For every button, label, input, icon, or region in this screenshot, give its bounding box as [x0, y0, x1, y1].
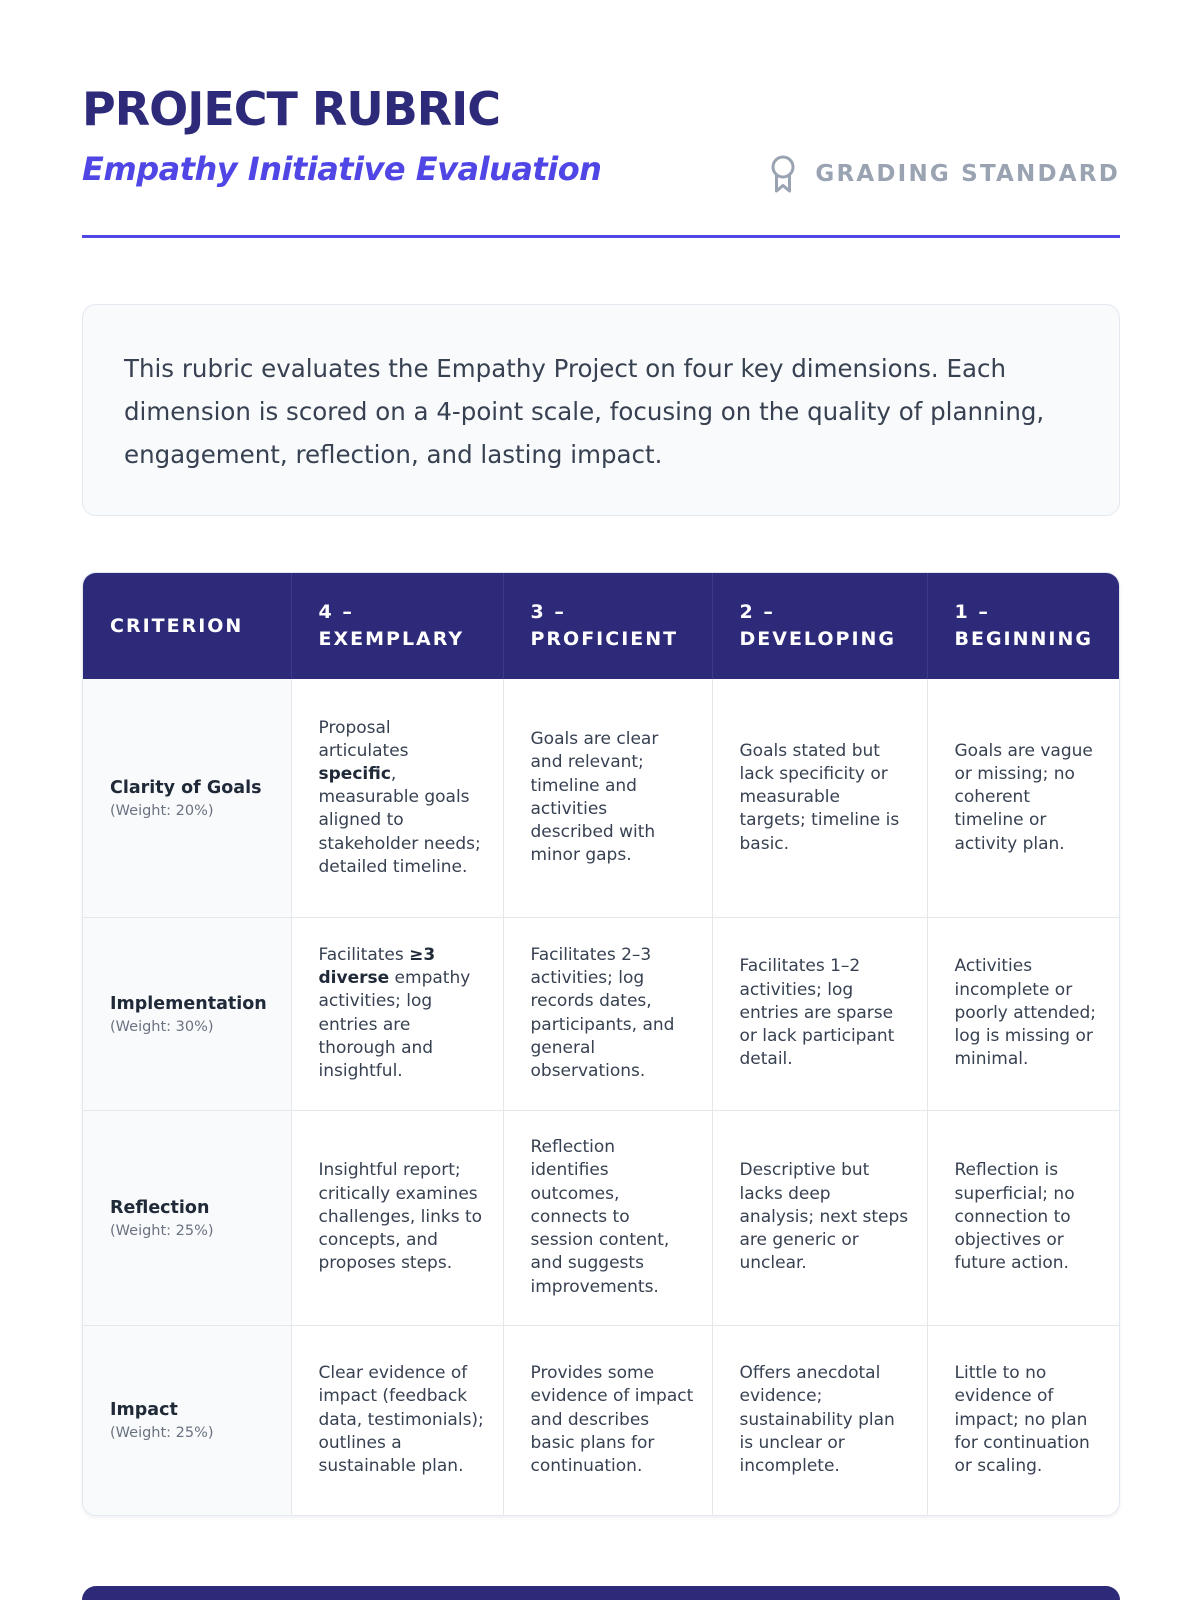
criterion-cell: [83, 1325, 291, 1515]
criterion-name: Impact: [110, 1400, 178, 1421]
developing-cell: Offers anecdotal evidence; sustainability plan is unclear or incomplete.: [712, 1325, 927, 1515]
header-criterion: CRITERION: [83, 573, 291, 679]
table-row: [83, 679, 1120, 917]
beginning-cell: Goals are vague or missing; no coherent timeline or activity plan.: [927, 679, 1120, 917]
developing-cell: Facilitates 1–2 activities; log entries are sparse or lack participant detail.: [712, 917, 927, 1110]
rubric-table: [82, 572, 1120, 1516]
criterion-cell: [83, 1110, 291, 1325]
grading-standard-label: GRADING STANDARD: [815, 161, 1120, 187]
header-developing: 2 – DEVELOPING: [712, 573, 927, 679]
exemplary-text-end: empathy activities; log entries are thorough and insightful.: [318, 968, 471, 1081]
intro-box: [82, 304, 1120, 516]
exemplary-text-end: , measurable goals aligned to stakeholder needs; detailed timeline.: [318, 763, 481, 877]
table-header-row: [83, 573, 1120, 679]
next-section-header: [82, 1586, 1120, 1600]
exemplary-cell: [291, 1325, 503, 1515]
proficient-cell: Provides some evidence of impact and describes basic plans for continuation.: [503, 1325, 712, 1515]
exemplary-cell: [291, 917, 503, 1110]
exemplary-text: Clear evidence of impact (feedback data, testimonials); outlines a sustainable plan.: [318, 1363, 484, 1477]
exemplary-cell: [291, 679, 503, 917]
criterion-cell: [83, 917, 291, 1110]
exemplary-text: Insightful report; critically examines challenges, links to concepts, and proposes steps.: [318, 1160, 483, 1274]
criterion-name: Reflection: [110, 1197, 210, 1218]
criterion-name: Clarity of Goals: [110, 777, 262, 798]
exemplary-emphasis: specific: [318, 763, 391, 784]
header-beginning: 1 – BEGINNING: [927, 573, 1120, 679]
page-subtitle: Empathy Initiative Evaluation: [82, 150, 602, 188]
page-title: PROJECT RUBRIC: [82, 82, 501, 136]
proficient-cell: Facilitates 2–3 activities; log records dates, participants, and general observations.: [503, 917, 712, 1110]
beginning-cell: Little to no evidence of impact; no plan for continuation or scaling.: [954, 1363, 1090, 1477]
grading-standard-badge: [769, 154, 1120, 194]
beginning-cell: Reflection is superficial; no connection to objectives or future action.: [927, 1110, 1120, 1325]
criterion-weight: (Weight: 30%): [110, 1018, 214, 1035]
exemplary-cell: [291, 1110, 503, 1325]
header-exemplary: 4 – EXEMPLARY: [291, 573, 503, 679]
award-ribbon-icon: [769, 154, 797, 194]
table-row: [83, 1110, 1120, 1325]
proficient-cell: Reflection identifies outcomes, connects to session content, and suggests improvements.: [503, 1110, 712, 1325]
exemplary-text: Proposal articulates: [318, 717, 409, 761]
exemplary-emphasis: ≥3 diverse: [318, 944, 436, 989]
criterion-weight: (Weight: 20%): [110, 802, 214, 819]
proficient-cell: Goals are clear and relevant; timeline and activities described with minor gaps.: [503, 679, 712, 917]
header-proficient: 3 – PROFICIENT: [503, 573, 712, 679]
criterion-name: Implementation: [110, 993, 267, 1014]
exemplary-text: Facilitates: [318, 944, 410, 965]
criterion-cell: [83, 679, 291, 917]
criterion-weight: (Weight: 25%): [110, 1222, 214, 1239]
beginning-cell: Activities incomplete or poorly attended; log is missing or minimal.: [927, 917, 1120, 1110]
intro-text: This rubric evaluates the Empathy Project on four key dimensions. Each dimension is scored on a 4-point scale, focusing on the quality of planning, engagement, reflection, and lasting impact.: [124, 354, 1045, 469]
criterion-weight: (Weight: 25%): [110, 1425, 214, 1442]
developing-cell: Descriptive but lacks deep analysis; next steps are generic or unclear.: [712, 1110, 927, 1325]
page-header: [82, 80, 1120, 238]
table-row: [83, 1325, 1120, 1515]
developing-cell: Goals stated but lack specificity or measurable targets; timeline is basic.: [712, 679, 927, 917]
table-row: [83, 917, 1120, 1110]
